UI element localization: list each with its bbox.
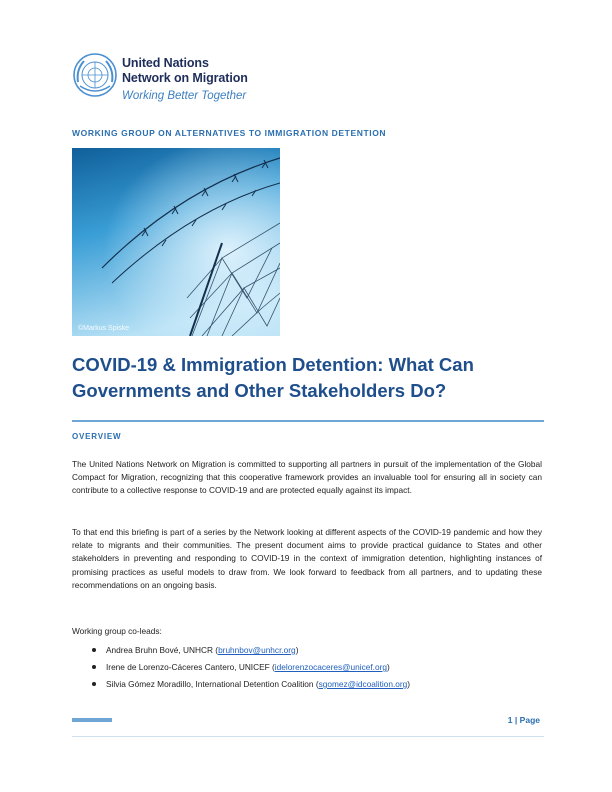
logo-title-line1: United Nations	[122, 56, 209, 70]
co-lead-suffix: )	[295, 645, 299, 655]
list-item	[92, 642, 532, 659]
logo-tagline: Working Better Together	[122, 90, 247, 102]
bullet-icon	[92, 648, 96, 652]
document-title: COVID-19 & Immigration Detention: What Can Governments and Other Stakeholders Do?	[72, 354, 474, 401]
overview-heading: OVERVIEW	[72, 432, 122, 441]
page-indicator	[508, 715, 540, 725]
logo-title-line2: Network on Migration	[122, 71, 248, 85]
overview-paragraph-1: The United Nations Network on Migration is committed to supporting all partners in pursuit of the implementation of the Global Compact for Migration, recognizing that this cooperative framework provides an invaluable tool for ensuring all in society can contribute to a collective response to COVID-19 and are protected equally against its impact.	[72, 459, 542, 496]
list-item	[92, 676, 532, 693]
title-divider	[72, 420, 544, 422]
list-item	[92, 659, 532, 676]
footer-divider	[72, 736, 544, 737]
un-network-logo	[72, 52, 272, 106]
co-leads-list	[92, 642, 532, 693]
working-group-label: WORKING GROUP ON ALTERNATIVES TO IMMIGRATION DETENTION	[72, 128, 387, 138]
co-lead-suffix: )	[407, 679, 411, 689]
email-link[interactable]: idelorenzocaceres@unicef.org	[274, 662, 387, 672]
co-lead-suffix: )	[386, 662, 390, 672]
bullet-icon	[92, 682, 96, 686]
footer-accent-bar	[72, 718, 112, 722]
overview-paragraph-2: To that end this briefing is part of a series by the Network looking at different aspects of the COVID-19 pandemic and how they relate to migrants and their communities. The present document aims to provide practical guidance to States and other stakeholders in preventing and responding to COVID-19 in the context of immigration detention, highlighting instances of promising practices as useful models to draw from. We look forward to feedback from all partners, and to updating these recommendations on an ongoing basis.	[72, 527, 542, 590]
co-lead-name: Andrea Bruhn Bové, UNHCR (	[106, 645, 219, 655]
email-link[interactable]: sgomez@idcoalition.org	[318, 679, 408, 689]
un-emblem-icon	[72, 52, 118, 98]
bullet-icon	[92, 665, 96, 669]
barbed-wire-fence-image	[72, 148, 280, 336]
hero-image	[72, 148, 280, 336]
email-link[interactable]: bruhnbov@unhcr.org	[218, 645, 296, 655]
image-credit: ©Markus Spiske	[78, 325, 130, 332]
co-lead-name: Silvia Gómez Moradillo, International Detention Coalition (	[106, 679, 319, 689]
co-leads-label: Working group co-leads:	[72, 626, 162, 636]
co-lead-name: Irene de Lorenzo-Cáceres Cantero, UNICEF (	[106, 662, 275, 672]
page-number: 1	[507, 715, 513, 725]
page-label: Page	[519, 715, 540, 725]
page-separator: |	[514, 715, 518, 725]
